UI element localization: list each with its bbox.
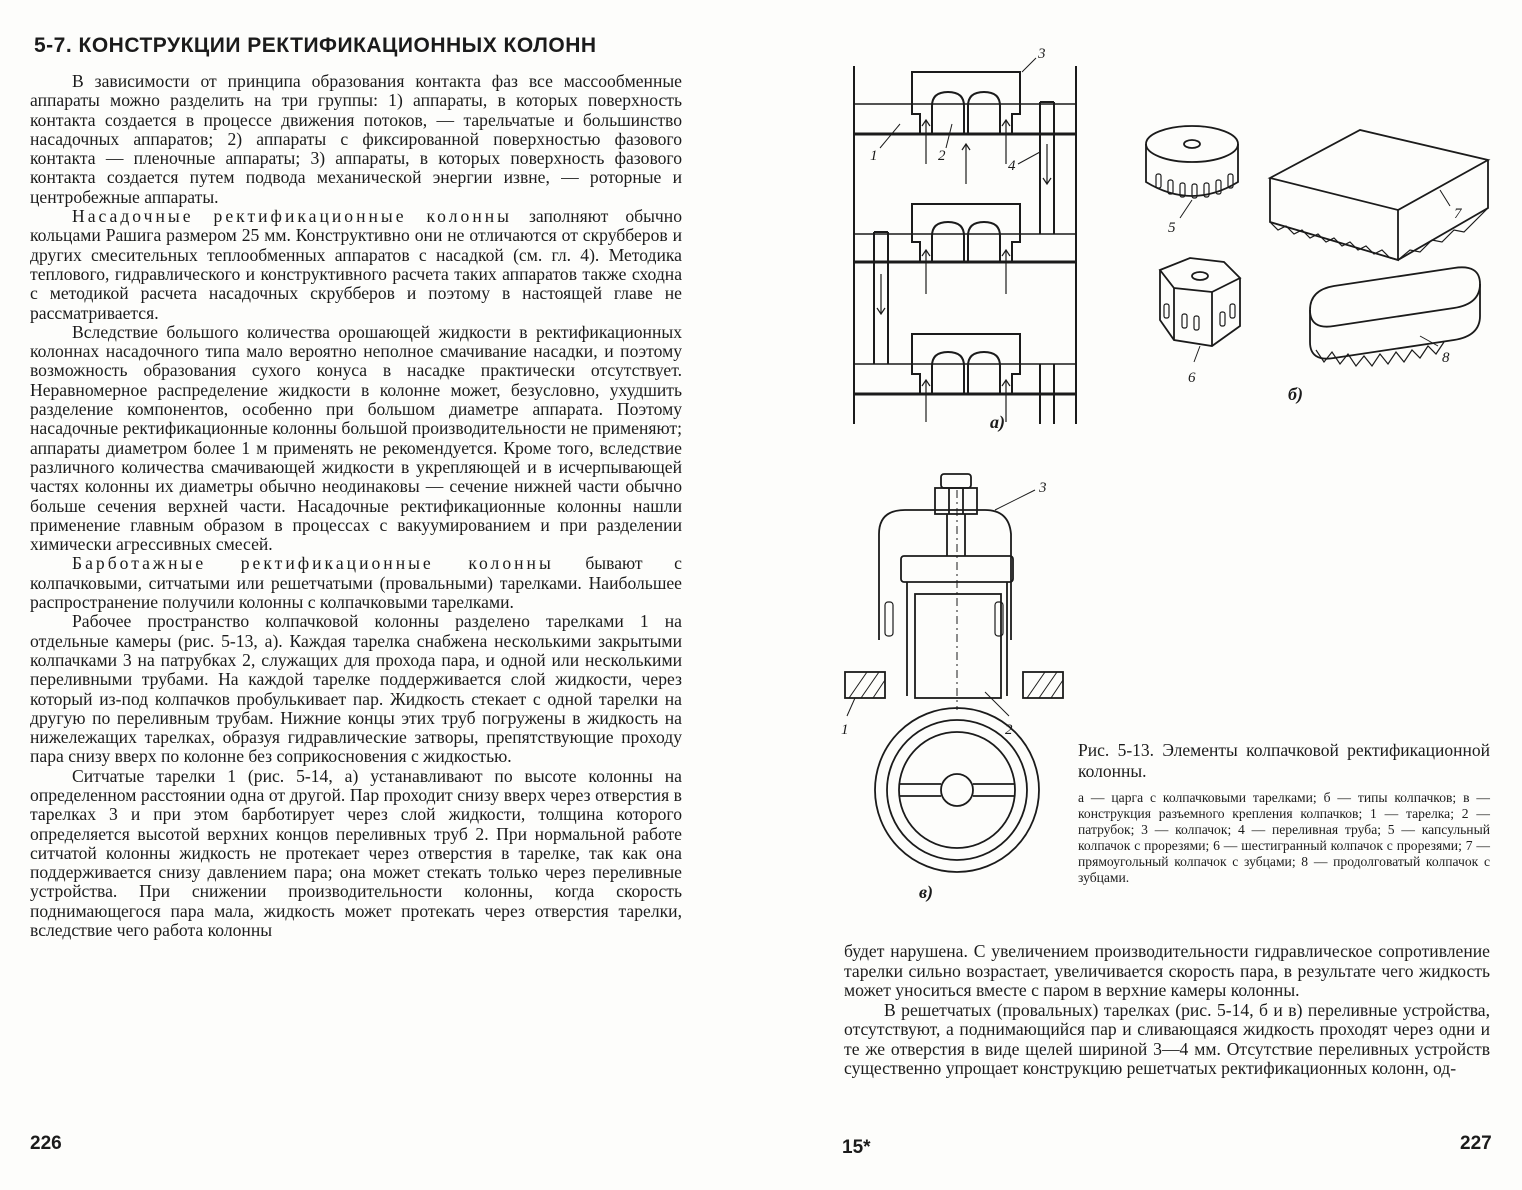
figure-b-label: б) [1288, 384, 1303, 404]
figure-caption [1078, 740, 1490, 886]
paragraph-continuation: будет нарушена. С увеличением производительности гидравлическое сопротивление тарелки сильно возрастает, увеличивается скорость пара, в результате чего жидкость может уноситься вместе с паром в верхние камеры колонны. [844, 941, 1490, 1000]
callout-3: 3 [1038, 46, 1046, 62]
callout-1: 1 [841, 722, 849, 738]
figure-b-cap-types [1120, 100, 1500, 420]
caption-title: Рис. 5-13. Элементы колпачковой ректификационной колонны. [1078, 740, 1490, 781]
right-text-column [844, 942, 1490, 1079]
callout-3: 3 [1039, 480, 1047, 496]
paragraph-sieve-trays: Ситчатые тарелки 1 (рис. 5-14, а) устанавливают по высоте колонны на определенном расстоянии одна от другой. Пар проходит снизу вверх через отверстия в тарелках 3 и при этом барботирует через слой жидкости, толщина которого определяется высотой верхних концов переливных труб 2. При нормальной работе ситчатой колонны жидкость не протекает через отверстия в тарелке, так как она поддерживается снизу давлением пара; она может стекать только через переливные устройства. При снижении производительности колонны, когда скорость поднимающегося пара мала, жидкость может протекать через отверстия тарелки, вследствие чего работа колонны [30, 765, 682, 941]
callout-5: 5 [1168, 220, 1176, 236]
paragraph-packed-columns-text: заполняют обычно кольцами Рашига размером 25 мм. Конструктивно они не отличаются от скрубберов и других смесительных теплообменных аппаратов с насадкой (см. гл. 4). Методика теплового, гидравлического и конструктивного расчета таких аппаратов также сходна с методикой расчета насадочных скрубберов и поэтому в настоящей главе не рассматривается. [30, 206, 682, 323]
callout-2: 2 [938, 148, 946, 164]
figure-c-cap-mounting [841, 460, 1075, 920]
paragraph-cap-column: Рабочее пространство колпачковой колонны разделено тарелками 1 на отдельные камеры (рис. 5-13, а). Каждая тарелка снабжена несколькими закрытыми колпачками 3 на патрубках 2, служащих для прохода пара, и одной или несколькими переливными трубами. На каждой тарелке поддерживается слой жидкости, через который из-под колпачков пробулькивает пар. Жидкость стекает с одной тарелки на другую по переливным трубам. Нижние концы этих труб погружены в жидкость на нижележащих тарелках, образуя гидравлические затворы, препятствующие проходу пара снизу вверх по колонне без соприкосновения с жидкостью. [30, 611, 682, 767]
paragraph-packed-columns [30, 207, 682, 323]
paragraph-classification: В зависимости от принципа образования контакта фаз все массообменные аппараты можно разделить на три группы: 1) аппараты, в которых поверхность контакта создается в процессе движения потоков, — тарельчатые и большинство насадочных аппаратов; 2) аппараты с фиксированной поверхностью фазового контакта — пленочные аппараты; 3) аппараты, в которых поверхность фазового контакта создается путем подвода механической энергии извне, — роторные и центробежные аппараты. [30, 71, 682, 207]
spaced-term-packed: Насадочные ректификационные колонны [72, 206, 512, 227]
paragraph-wetting: Вследствие большого количества орошающей жидкости в ректификационных колоннах насадочного типа мало вероятно неполное смачивание насадки, и поэтому возможность образования сухого конуса в насадке практически отсутствует. Неравномерное распределение жидкости в колонне может, безусловно, ухудшить разделение компонентов, особенно при большом диаметре аппарата. Поэтому насадочные ректификационные колонны большой производительности не применяют; аппараты диаметром более 1 м применять не рекомендуется. Кроме того, вследствие различного количества смачивающей жидкости в укрепляющей и в исчерпывающей частях колонны их диаметры обычно неодинаковы — сечение нижней части обычно больше сечения верхней части. Насадочные ректификационные колонны нашли применение главным образом в процессах с вакуумированием и при разделении химически агрессивных смесей. [30, 321, 682, 555]
left-page [0, 0, 760, 1190]
figure-a-label: а) [990, 412, 1005, 432]
section-title: 5-7. КОНСТРУКЦИИ РЕКТИФИКАЦИОННЫХ КОЛОНН [34, 34, 597, 57]
caption-legend: а — царга с колпачковыми тарелками; б — типы колпачков; в — конструкция разъемного крепления колпачков; 1 — тарелка; 2 — патрубок; 3 — колпачок; 4 — переливная труба; 5 — капсульный колпачок с прорезями; 6 — шестигранный колпачок с прорезями; 7 — прямоугольный колпачок с зубцами; 8 — продолговатый колпачок с зубцами. [1078, 790, 1490, 885]
paragraph-grid-trays: В решетчатых (провальных) тарелках (рис. 5-14, б и в) переливные устройства, отсутствуют, а поднимающийся пар и сливающаяся жидкость проходят через одни и те же отверстия в виде щелей шириной 3—4 мм. Отсутствие переливных устройств существенно упрощает конструкцию решетчатых ректификационных колонн, од- [844, 999, 1490, 1078]
callout-6: 6 [1188, 370, 1196, 386]
signature-mark: 15* [842, 1137, 871, 1158]
callout-1: 1 [870, 148, 878, 164]
callout-2: 2 [1005, 722, 1013, 738]
page-number-left: 226 [30, 1133, 62, 1154]
spaced-term-bubble: Барботажные ректификационные колонны [72, 553, 554, 574]
callout-7: 7 [1454, 206, 1462, 222]
figure-a-tray-section [840, 44, 1120, 434]
page-number-right: 227 [1460, 1133, 1492, 1154]
left-text-column [30, 72, 682, 940]
figure-c-label: в) [919, 882, 934, 902]
paragraph-bubble-columns-text: бывают с колпачковыми, ситчатыми или решетчатыми (провальными) тарелками. Наибольшее распространение получили колонны с колпачковыми тарелками. [30, 553, 682, 613]
paragraph-bubble-columns [30, 554, 682, 612]
callout-8: 8 [1442, 350, 1450, 366]
callout-4: 4 [1008, 158, 1016, 174]
right-page [760, 0, 1522, 1190]
